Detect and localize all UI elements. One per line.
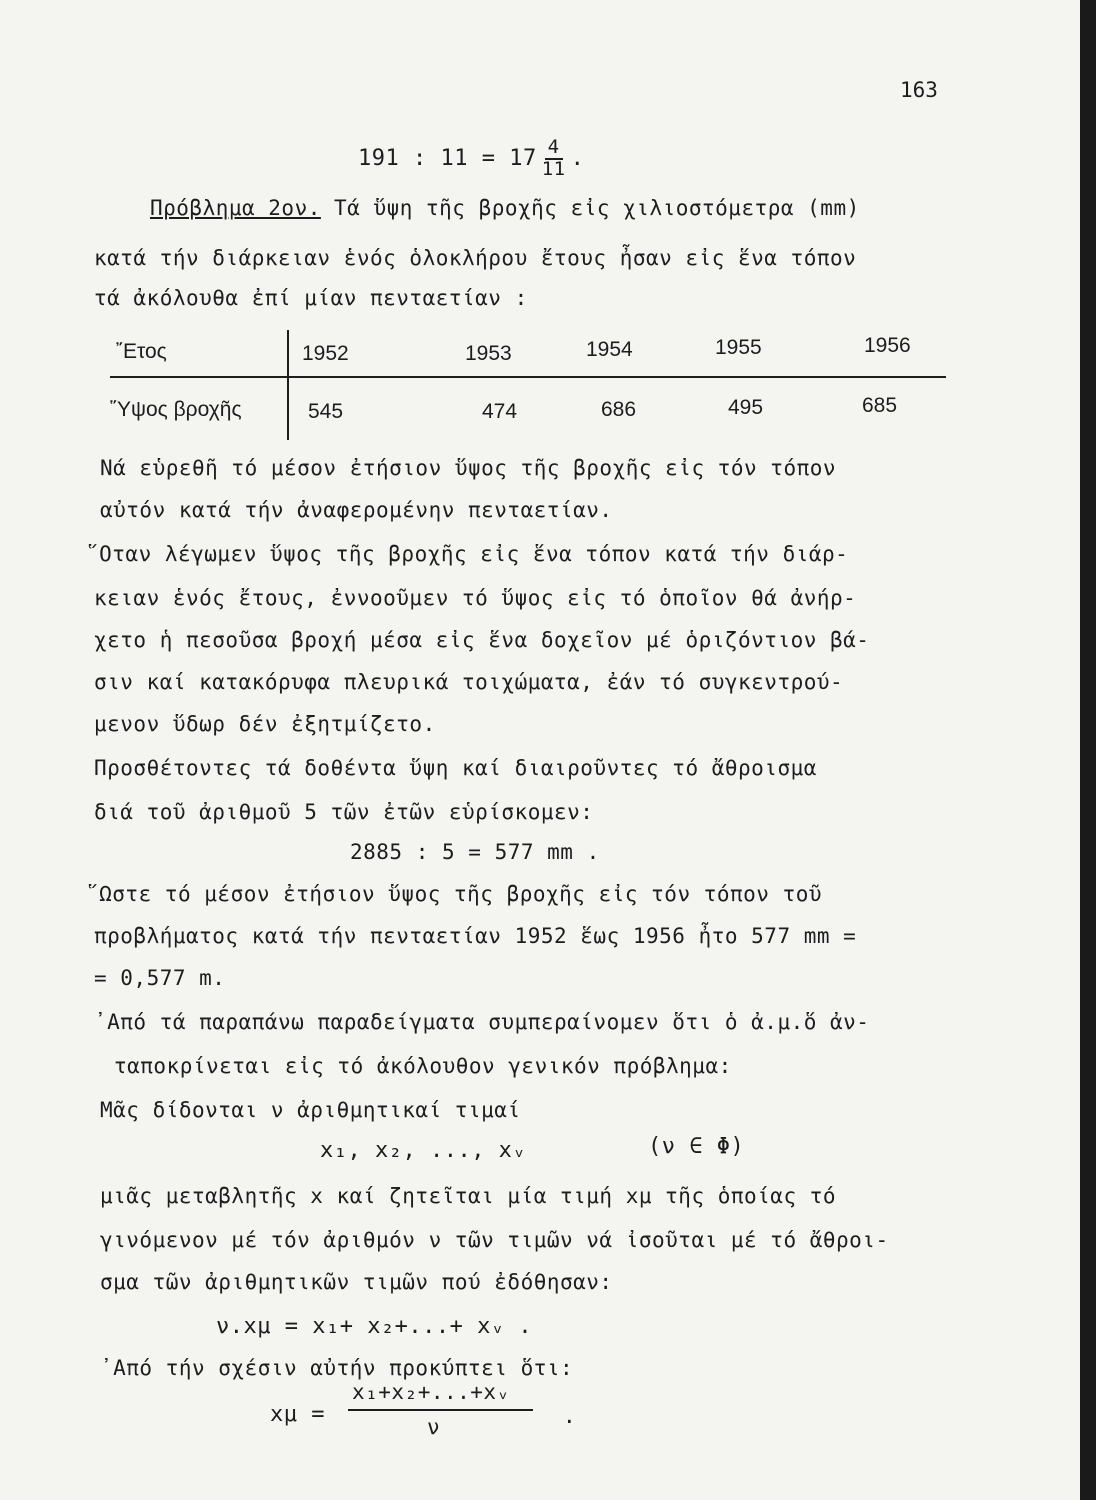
equation-line: 2885 : 5 = 577 mm . — [350, 840, 600, 864]
table-height-cell: 474 — [482, 400, 518, 423]
table-horizontal-rule — [110, 376, 946, 378]
equation-end: . — [570, 145, 585, 171]
equation-text: 191 : 11 = 17 — [358, 145, 537, 171]
text-line: κειαν ἑνός ἔτους, ἐννοοῦμεν τό ὕψος εἰς τό ὁποῖον θά ἀνήρ- — [94, 586, 857, 610]
text-line: μιᾶς μεταβλητῆς x καί ζητεῖται μία τιμή xμ τῆς ὁποίας τό — [100, 1184, 837, 1208]
text-line: κατά τήν διάρκειαν ἑνός ὁλοκλήρου ἔτους ἦσαν εἰς ἕνα τόπον — [94, 246, 857, 270]
mean-formula-end: . — [563, 1404, 577, 1428]
mean-formula-denominator: ν — [427, 1415, 441, 1439]
variables-condition: (ν ∈ Φ) — [648, 1134, 745, 1159]
table-row-label-height: ῞Υψος βροχῆς — [110, 398, 242, 421]
text-line: Νά εὑρεθῆ τό μέσον ἐτήσιον ὕψος τῆς βροχῆς εἰς τόν τόπον — [100, 456, 837, 480]
text-line: σιν καί κατακόρυφα πλευρικά τοιχώματα, ἐάν τό συγκεντρού- — [94, 670, 844, 694]
table-year-cell: 1954 — [586, 338, 633, 361]
text-line: ῞Οταν λέγωμεν ὕψος τῆς βροχῆς εἰς ἕνα τόπον κατά τήν διάρ- — [86, 542, 849, 566]
table-year-cell: 1956 — [864, 334, 911, 357]
fraction-numerator: 4 — [545, 138, 563, 160]
mean-formula-fraction-bar — [348, 1409, 533, 1411]
fraction — [539, 138, 569, 180]
table-year-cell: 1953 — [465, 342, 512, 365]
text-line: = 0,577 m. — [94, 966, 226, 990]
text-line: χετο ἡ πεσοῦσα βροχή μέσα εἰς ἕνα δοχεῖον μέ ὁριζόντιον βά- — [94, 628, 870, 652]
text-line: ᾿Από τά παραπάνω παραδείγματα συμπεραίνομεν ὅτι ὁ ἀ.μ.ὅ ἀν- — [94, 1010, 870, 1034]
problem-text: Τά ὕψη τῆς βροχῆς εἰς χιλιοστόμετρα (mm) — [320, 196, 860, 220]
variables-list: x₁, x₂, ..., xᵥ — [320, 1138, 527, 1163]
text-line: προβλήματος κατά τήν πενταετίαν 1952 ἕως 1956 ἦτο 577 mm = — [94, 924, 857, 948]
text-line: αὐτόν κατά τήν ἀναφερομένην πενταετίαν. — [100, 498, 613, 522]
table-height-cell: 545 — [308, 400, 344, 423]
text-line: τά ἀκόλουθα ἐπί μίαν πενταετίαν : — [94, 286, 528, 310]
table-year-cell: 1955 — [715, 336, 762, 359]
table-vertical-rule — [287, 330, 289, 440]
text-line: Προσθέτοντες τά δοθέντα ὕψη καί διαιροῦντες τό ἄθροισμα — [94, 756, 817, 780]
text-line: μενον ὕδωρ δέν ἐξητμίζετο. — [94, 712, 436, 736]
text-line: ῞Ωστε τό μέσον ἐτήσιον ὕψος τῆς βροχῆς εἰς τόν τόπον τοῦ — [86, 882, 823, 906]
problem-heading-line — [150, 196, 860, 220]
table-height-cell: 685 — [862, 394, 898, 417]
fraction-denominator: 11 — [541, 157, 566, 180]
table-height-cell: 495 — [728, 396, 764, 419]
text-line: σμα τῶν ἀριθμητικῶν τιμῶν πού ἐδόθησαν: — [100, 1270, 613, 1294]
equation-line: ν.xμ = x₁+ x₂+...+ xᵥ . — [216, 1314, 533, 1339]
mean-formula-numerator: x₁+x₂+...+xᵥ — [352, 1380, 510, 1404]
text-line: διά τοῦ ἀριθμοῦ 5 τῶν ἐτῶν εὑρίσκομεν: — [94, 800, 594, 824]
table-row-label-year: ῎Ετος — [116, 340, 167, 363]
problem-title: Πρόβλημα 2ον. — [150, 196, 321, 220]
page-number: 163 — [900, 78, 938, 102]
mean-formula-lhs: xμ = — [270, 1402, 325, 1427]
text-line: ταποκρίνεται εἰς τό ἀκόλουθον γενικόν πρόβλημα: — [114, 1054, 732, 1078]
text-line: Μᾶς δίδονται ν ἀριθμητικαί τιμαί — [100, 1098, 521, 1122]
equation-line — [358, 138, 584, 180]
table-height-cell: 686 — [601, 398, 637, 421]
page-edge-shadow — [1080, 0, 1096, 1500]
rainfall-table — [110, 330, 946, 440]
text-line: γινόμενον μέ τόν ἀριθμόν ν τῶν τιμῶν νά ἰσοῦται μέ τό ἄθροι- — [100, 1228, 889, 1252]
table-year-cell: 1952 — [302, 342, 349, 365]
text-line: ᾿Από τήν σχέσιν αὐτήν προκύπτει ὅτι: — [100, 1356, 574, 1380]
